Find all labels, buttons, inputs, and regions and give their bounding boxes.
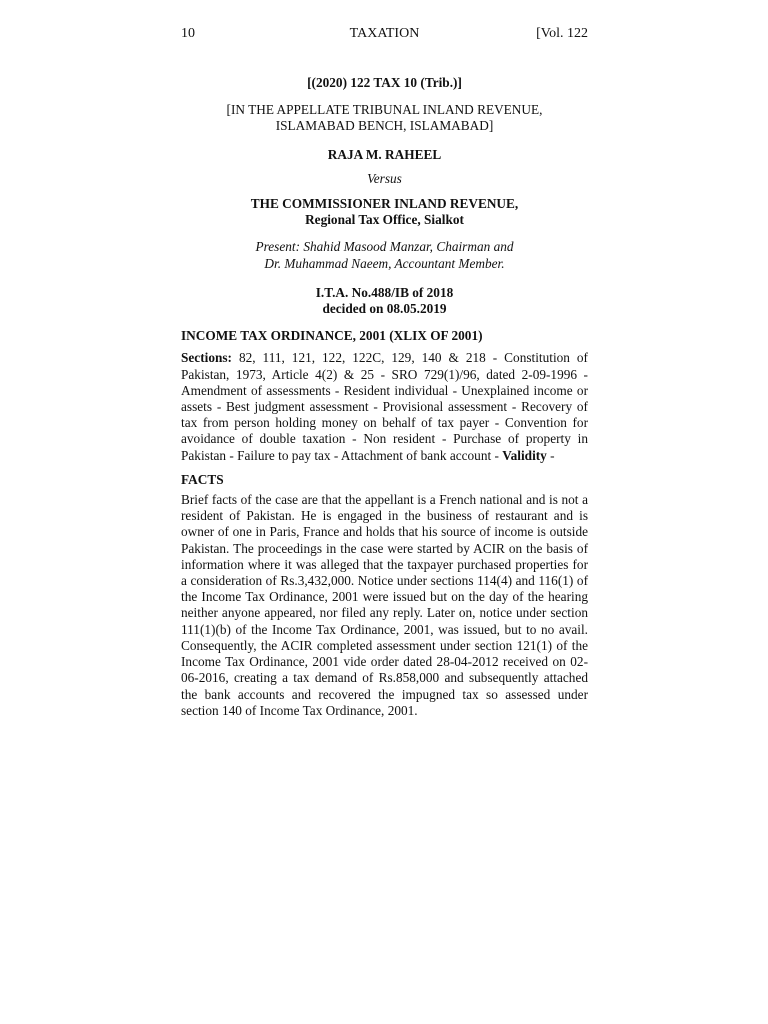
respondent-line-2: Regional Tax Office, Sialkot: [305, 212, 464, 228]
page-body: [181, 75, 588, 719]
court-name: [181, 102, 588, 134]
case-number-block: [181, 285, 588, 317]
statute-heading: INCOME TAX ORDINANCE, 2001 (XLIX OF 2001): [181, 328, 483, 344]
respondent-line-1: THE COMMISSIONER INLAND REVENUE,: [250, 196, 519, 212]
respondent: [181, 196, 588, 228]
validity-label: Validity: [502, 447, 547, 463]
court-line-1: [IN THE APPELLATE TRIBUNAL INLAND REVENUE,: [226, 102, 543, 118]
running-header: [181, 26, 588, 46]
facts-heading: FACTS: [181, 471, 224, 487]
sections-label: Sections:: [181, 350, 232, 366]
versus-label: Versus: [367, 170, 402, 186]
facts-paragraph: Brief facts of the case are that the appellant is a French national and is not a resident of Pakistan. He is engaged in the business of restaurant and is owner of one in Paris, France and holds that his source of income is outside Pakistan. The proceedings in the case were started by ACIR on the basis of information where it was alleged that the taxpayer purchased properties for a consideration of Rs.3,432,000. Notice under sections 114(4) and 116(1) of the Income Tax Ordinance, 2001 were issued but on the day of the hearing neither anyone appeared, nor filed any reply. Later on, notice under section 111(1)(b) of the Income Tax Ordinance, 2001, was issued, but to no avail. Consequently, the ACIR completed assessment under section 121(1) of the Income Tax Ordinance, 2001 vide order dated 28-04-2012 received on 02-06-2016, creating a tax demand of Rs.858,000 and subsequently attached the bank accounts and recovered the impugned tax so assessed under section 140 of Income Tax Ordinance, 2001.: [181, 492, 588, 718]
bench-line-2: Dr. Muhammad Naeem, Accountant Member.: [264, 255, 505, 271]
bench-members: [181, 239, 588, 271]
court-line-2: ISLAMABAD BENCH, ISLAMABAD]: [275, 118, 494, 134]
running-title: TAXATION: [349, 26, 420, 41]
sections-paragraph: [181, 350, 588, 463]
volume-label: [Vol. 122: [536, 26, 588, 41]
validity-tail: -: [546, 447, 555, 463]
bench-line-1: Present: Shahid Masood Manzar, Chairman and: [255, 239, 514, 255]
decision-date: decided on 08.05.2019: [322, 301, 447, 317]
sections-text: 82, 111, 121, 122, 122C, 129, 140 & 218 - Constitution of Pakistan, 1973, Article 4(2) & 25 - SRO 729(1)/96, dated 2-09-1996 - Amendment of assessments - Resident individual - Unexplained income or assets - Best judgment assessment - Provisional assessment - Recovery of tax from person holding money on behalf of tax payer - Convention for avoidance of double taxation - Non resident - Purchase of property in Pakistan - Failure to pay tax - Attachment of bank account -: [181, 350, 588, 463]
case-number: I.T.A. No.488/IB of 2018: [315, 284, 454, 300]
case-citation: [(2020) 122 TAX 10 (Trib.)]: [307, 75, 462, 90]
page-number: 10: [181, 26, 195, 41]
appellant-name: RAJA M. RAHEEL: [327, 146, 442, 162]
